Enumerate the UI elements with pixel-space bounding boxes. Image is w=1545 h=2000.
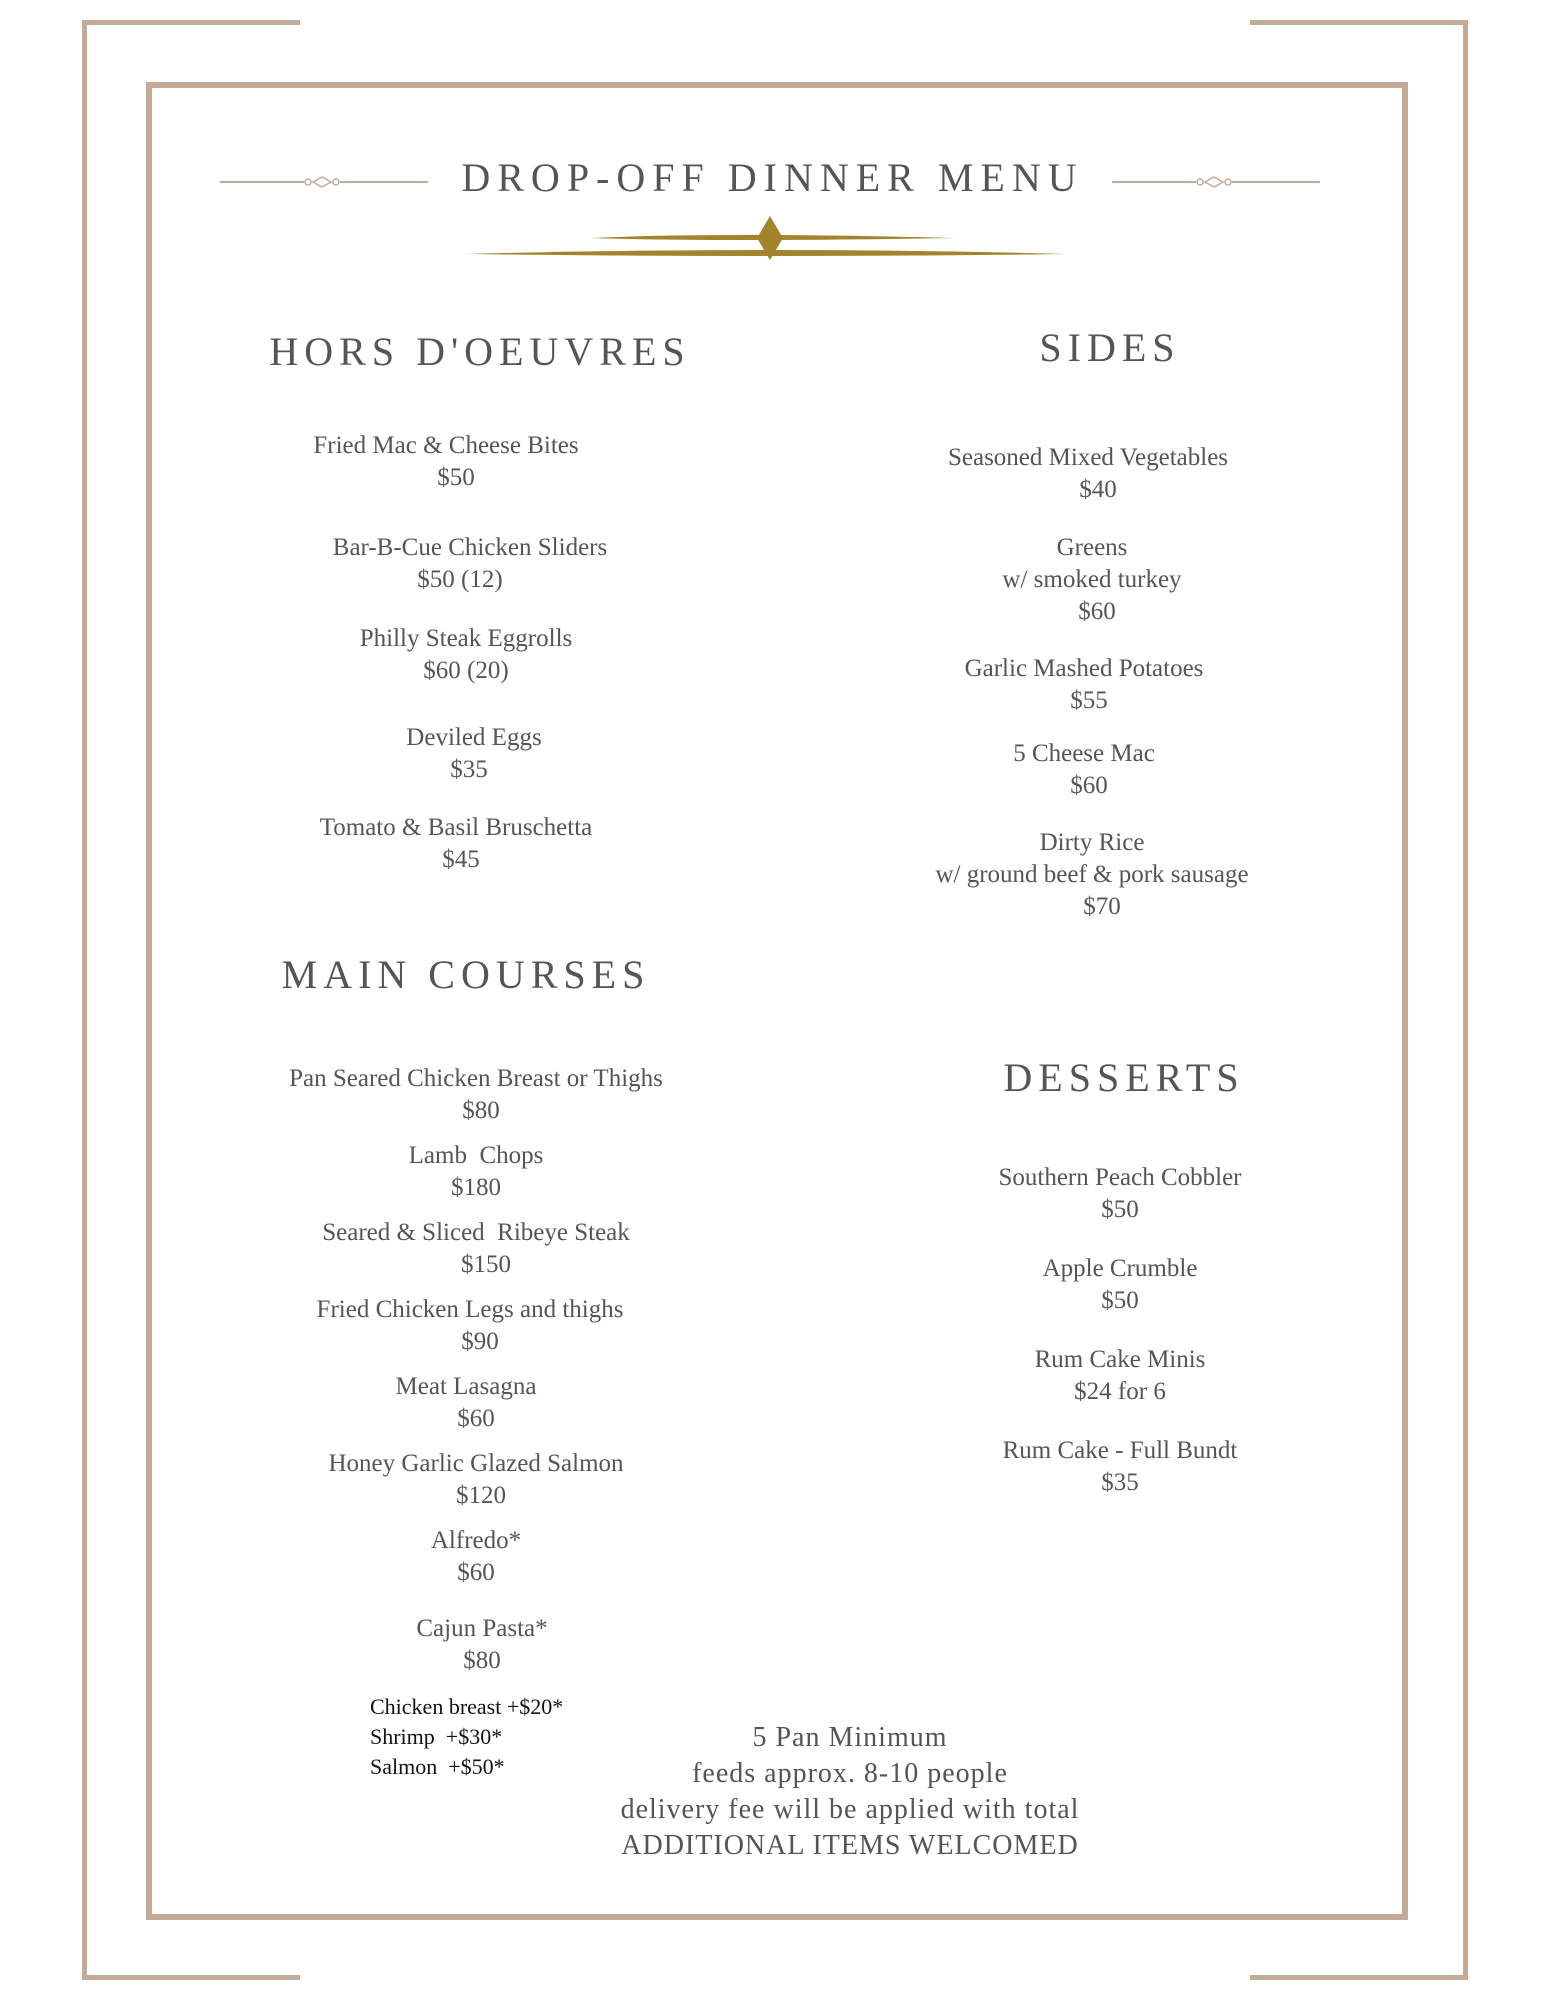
sides-heading: SIDES	[1039, 325, 1181, 370]
item-price: $50	[437, 464, 475, 491]
menu-item	[176, 1525, 776, 1589]
item-price: $24 for 6	[1074, 1378, 1166, 1405]
menu-item	[792, 532, 1392, 628]
menu-item	[784, 653, 1384, 717]
menu-item	[820, 1253, 1420, 1317]
corner-bracket-bottom-left-h	[82, 1975, 300, 1980]
item-price: $70	[1083, 893, 1121, 920]
item-name: Alfredo*	[430, 1527, 522, 1554]
corner-bracket-bottom-right-h	[1250, 1975, 1468, 1980]
item-price: $35	[1101, 1469, 1139, 1496]
menu-item	[820, 1435, 1420, 1499]
item-name: Fried Chicken Legs and thighs	[316, 1296, 624, 1323]
item-name: Southern Peach Cobbler	[998, 1164, 1242, 1191]
item-name: Honey Garlic Glazed Salmon	[328, 1450, 624, 1477]
item-name: Garlic Mashed Potatoes	[964, 655, 1204, 682]
menu-item	[784, 738, 1384, 802]
item-name: Philly Steak Eggrolls	[359, 625, 573, 652]
footer-line: feeds approx. 8-10 people	[692, 1758, 1008, 1789]
menu-item	[170, 1294, 770, 1358]
addon-item: Shrimp +$30*	[370, 1724, 503, 1749]
menu-item	[176, 1063, 776, 1127]
item-price: $120	[456, 1482, 506, 1509]
item-price: $80	[462, 1097, 500, 1124]
item-name: Cajun Pasta*	[416, 1615, 548, 1642]
addon-item: Salmon +$50*	[370, 1754, 505, 1779]
menu-item	[820, 1162, 1420, 1226]
item-price: $60	[1078, 598, 1116, 625]
item-price: $60 (20)	[423, 657, 509, 684]
item-price: $60	[457, 1405, 495, 1432]
item-note: w/ smoked turkey	[1002, 566, 1182, 593]
item-price: $50	[1101, 1287, 1139, 1314]
item-name: Fried Mac & Cheese Bites	[313, 432, 579, 459]
item-price: $90	[461, 1328, 499, 1355]
corner-bracket-top-left-v	[82, 20, 87, 1980]
menu-item	[170, 532, 770, 596]
item-name: Lamb Chops	[408, 1142, 544, 1169]
menu-item	[792, 827, 1392, 923]
corner-bracket-top-right-v	[1463, 20, 1468, 1980]
item-name: Meat Lasagna	[395, 1373, 537, 1400]
item-price: $180	[451, 1174, 501, 1201]
item-name: Pan Seared Chicken Breast or Thighs	[289, 1065, 663, 1092]
item-name: 5 Cheese Mac	[1013, 740, 1155, 767]
item-name: Seasoned Mixed Vegetables	[947, 444, 1229, 471]
corner-bracket-top-left-h	[82, 20, 300, 25]
item-name: Bar-B-Cue Chicken Sliders	[332, 534, 608, 561]
item-price: $60	[1070, 772, 1108, 799]
footer-line: delivery fee will be applied with total	[620, 1794, 1080, 1825]
item-name: Rum Cake - Full Bundt	[1002, 1437, 1238, 1464]
item-price: $80	[463, 1647, 501, 1674]
item-name: Seared & Sliced Ribeye Steak	[322, 1219, 630, 1246]
item-price: $50	[1101, 1196, 1139, 1223]
menu-item	[156, 812, 756, 876]
item-name: Greens	[1056, 534, 1128, 561]
desserts-heading: DESSERTS	[1003, 1055, 1245, 1100]
menu-item	[176, 1448, 776, 1512]
menu-item	[820, 1344, 1420, 1408]
item-price: $35	[450, 756, 488, 783]
item-note: w/ ground beef & pork sausage	[935, 861, 1249, 888]
item-name: Deviled Eggs	[406, 724, 542, 751]
gold-divider-ornament	[466, 212, 1066, 264]
item-name: Dirty Rice	[1039, 829, 1145, 856]
footer-line: ADDITIONAL ITEMS WELCOMED	[621, 1830, 1079, 1861]
menu-item	[182, 1613, 782, 1677]
menu-footer	[550, 1720, 1150, 1864]
corner-bracket-top-right-h	[1250, 20, 1468, 25]
menu-item	[176, 1140, 776, 1204]
menu-item	[166, 623, 766, 687]
addon-item: Chicken breast +$20*	[370, 1694, 564, 1719]
item-name: Tomato & Basil Bruschetta	[319, 814, 593, 841]
menu-item	[788, 442, 1388, 506]
menu-title: DROP-OFF DINNER MENU	[461, 155, 1084, 200]
menu-item	[166, 1371, 766, 1435]
addon-list	[370, 1692, 563, 1782]
footer-line: 5 Pan Minimum	[752, 1722, 948, 1753]
hors-doeuvres-heading: HORS D'OEUVRES	[269, 329, 691, 374]
item-price: $45	[442, 846, 480, 873]
item-price: $50 (12)	[417, 566, 503, 593]
item-price: $150	[461, 1251, 511, 1278]
item-price: $55	[1070, 687, 1108, 714]
menu-item	[176, 1217, 776, 1281]
item-name: Rum Cake Minis	[1034, 1346, 1206, 1373]
menu-item	[146, 430, 746, 494]
menu-item	[174, 722, 774, 786]
item-price: $60	[457, 1559, 495, 1586]
item-name: Apple Crumble	[1042, 1255, 1198, 1282]
main-courses-heading: MAIN COURSES	[281, 952, 651, 997]
item-price: $40	[1079, 476, 1117, 503]
